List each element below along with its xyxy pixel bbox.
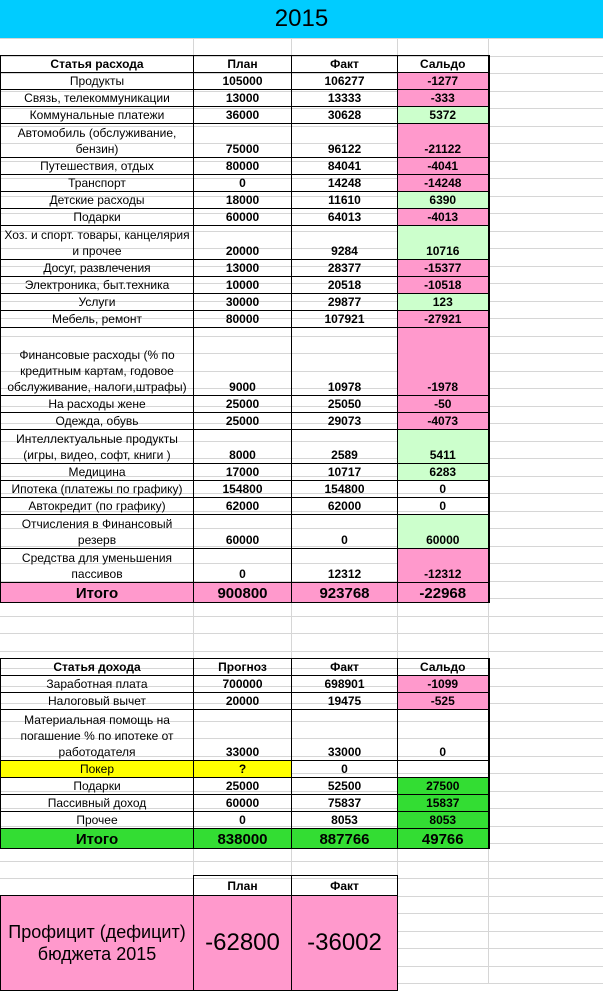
- expenses-item: Электроника, быт.техника: [1, 277, 194, 294]
- expenses-row: [1, 73, 489, 90]
- balance-header-plan: План: [194, 876, 292, 896]
- empty-cell: [1, 876, 194, 896]
- grid-line: [0, 633, 603, 634]
- expenses-row: [1, 481, 489, 498]
- income-plan: 33000: [194, 710, 292, 761]
- expenses-item: Одежда, обувь: [1, 413, 194, 430]
- expenses-plan: 18000: [194, 192, 292, 209]
- income-total-saldo: 49766: [398, 829, 489, 849]
- expenses-row: [1, 175, 489, 192]
- income-saldo: 15837: [398, 795, 489, 812]
- income-item: Покер: [1, 761, 194, 778]
- expenses-fact: 0: [292, 515, 398, 549]
- income-plan: 25000: [194, 778, 292, 795]
- expenses-saldo: 6390: [398, 192, 489, 209]
- income-row: [1, 812, 489, 829]
- income-fact: 75837: [292, 795, 398, 812]
- expenses-fact: 10717: [292, 464, 398, 481]
- income-header-fact: Факт: [292, 659, 398, 676]
- expenses-fact: 30628: [292, 107, 398, 124]
- expenses-row: [1, 311, 489, 328]
- expenses-item: Интеллектуальные продукты (игры, видео, софт, книги ): [1, 430, 194, 464]
- income-header-plan: Прогноз: [194, 659, 292, 676]
- expenses-plan: 9000: [194, 328, 292, 396]
- expenses-saldo: -50: [398, 396, 489, 413]
- income-header-item: Статья дохода: [1, 659, 194, 676]
- grid-line: [0, 616, 603, 617]
- expenses-item: Услуги: [1, 294, 194, 311]
- income-table: [0, 658, 490, 849]
- expenses-row: [1, 209, 489, 226]
- income-fact: 8053: [292, 812, 398, 829]
- expenses-plan: 154800: [194, 481, 292, 498]
- expenses-plan: 17000: [194, 464, 292, 481]
- expenses-table: [0, 55, 490, 603]
- income-fact: 19475: [292, 693, 398, 710]
- sheet-title: 2015: [0, 0, 603, 38]
- expenses-row: [1, 158, 489, 175]
- expenses-row: [1, 294, 489, 311]
- expenses-total-saldo: -22968: [398, 583, 489, 603]
- income-total-fact: 887766: [292, 829, 398, 849]
- expenses-fact: 29073: [292, 413, 398, 430]
- expenses-saldo: -15377: [398, 260, 489, 277]
- expenses-plan: 62000: [194, 498, 292, 515]
- expenses-plan: 8000: [194, 430, 292, 464]
- expenses-saldo: -21122: [398, 124, 489, 158]
- expenses-row: [1, 260, 489, 277]
- expenses-item: Автомобиль (обслуживание, бензин): [1, 124, 194, 158]
- income-total-row: [1, 829, 489, 849]
- expenses-saldo: -10518: [398, 277, 489, 294]
- expenses-fact: 14248: [292, 175, 398, 192]
- income-plan: 0: [194, 812, 292, 829]
- income-item: Прочее: [1, 812, 194, 829]
- expenses-fact: 107921: [292, 311, 398, 328]
- income-item: Пассивный доход: [1, 795, 194, 812]
- income-item: Заработная плата: [1, 676, 194, 693]
- expenses-row: [1, 515, 489, 549]
- expenses-fact: 9284: [292, 226, 398, 260]
- income-plan: 60000: [194, 795, 292, 812]
- expenses-fact: 84041: [292, 158, 398, 175]
- expenses-plan: 80000: [194, 311, 292, 328]
- budget-balance-table: [0, 875, 398, 991]
- income-saldo: 0: [398, 710, 489, 761]
- expenses-total-name: Итого: [1, 583, 194, 603]
- grid-line: [0, 38, 603, 39]
- income-row: [1, 710, 489, 761]
- expenses-saldo: -1277: [398, 73, 489, 90]
- expenses-plan: 0: [194, 175, 292, 192]
- expenses-item: Ипотека (платежы по графику): [1, 481, 194, 498]
- expenses-fact: 28377: [292, 260, 398, 277]
- expenses-plan: 60000: [194, 209, 292, 226]
- expenses-saldo: 5372: [398, 107, 489, 124]
- income-row: [1, 761, 489, 778]
- income-plan: 20000: [194, 693, 292, 710]
- expenses-row: [1, 549, 489, 583]
- expenses-row: [1, 90, 489, 107]
- expenses-plan: 105000: [194, 73, 292, 90]
- expenses-fact: 62000: [292, 498, 398, 515]
- income-plan: 700000: [194, 676, 292, 693]
- expenses-item: Финансовые расходы (% по кредитным картам, годовое обслуживание, налоги,штрафы): [1, 328, 194, 396]
- expenses-item: Путешествия, отдых: [1, 158, 194, 175]
- expenses-plan: 60000: [194, 515, 292, 549]
- income-row: [1, 676, 489, 693]
- expenses-fact: 13333: [292, 90, 398, 107]
- expenses-item: Досуг, развлечения: [1, 260, 194, 277]
- expenses-saldo: -4073: [398, 413, 489, 430]
- income-item: Подарки: [1, 778, 194, 795]
- expenses-item: Подарки: [1, 209, 194, 226]
- expense-header-plan: План: [194, 56, 292, 73]
- expenses-plan: 75000: [194, 124, 292, 158]
- expenses-item: Отчисления в Финансовый резерв: [1, 515, 194, 549]
- expenses-item: Мебель, ремонт: [1, 311, 194, 328]
- income-plan: ?: [194, 761, 292, 778]
- expenses-saldo: 0: [398, 481, 489, 498]
- expenses-plan: 13000: [194, 90, 292, 107]
- income-saldo: 8053: [398, 812, 489, 829]
- expenses-item: Медицина: [1, 464, 194, 481]
- grid-line: [0, 861, 603, 862]
- expenses-saldo: 6283: [398, 464, 489, 481]
- income-row: [1, 693, 489, 710]
- expenses-total-plan: 900800: [194, 583, 292, 603]
- expenses-plan: 0: [194, 549, 292, 583]
- expenses-plan: 25000: [194, 396, 292, 413]
- expenses-item: Хоз. и спорт. товары, канцелярия и прочее: [1, 226, 194, 260]
- income-saldo: 27500: [398, 778, 489, 795]
- expenses-item: Связь, телекоммуникации: [1, 90, 194, 107]
- expenses-saldo: -27921: [398, 311, 489, 328]
- expenses-saldo: 60000: [398, 515, 489, 549]
- expenses-row: [1, 396, 489, 413]
- expenses-row: [1, 277, 489, 294]
- expenses-fact: 64013: [292, 209, 398, 226]
- expenses-total-row: [1, 583, 489, 603]
- expenses-saldo: -1978: [398, 328, 489, 396]
- income-saldo: [398, 761, 489, 778]
- expenses-item: На расходы жене: [1, 396, 194, 413]
- income-item: Налоговый вычет: [1, 693, 194, 710]
- balance-fact: -36002: [292, 896, 398, 991]
- expenses-saldo: -14248: [398, 175, 489, 192]
- expenses-plan: 20000: [194, 226, 292, 260]
- expenses-item: Средства для уменьшения пассивов: [1, 549, 194, 583]
- income-row: [1, 795, 489, 812]
- expenses-row: [1, 328, 489, 396]
- expenses-plan: 13000: [194, 260, 292, 277]
- expenses-fact: 10978: [292, 328, 398, 396]
- expenses-saldo: 123: [398, 294, 489, 311]
- income-fact: 698901: [292, 676, 398, 693]
- expenses-row: [1, 107, 489, 124]
- balance-label: Профицит (дефицит) бюджета 2015: [1, 896, 194, 991]
- expenses-fact: 11610: [292, 192, 398, 209]
- expenses-saldo: -333: [398, 90, 489, 107]
- balance-header-fact: Факт: [292, 876, 398, 896]
- expenses-row: [1, 226, 489, 260]
- expenses-item: Коммунальные платежи: [1, 107, 194, 124]
- expenses-fact: 106277: [292, 73, 398, 90]
- income-header-saldo: Сальдо: [398, 659, 489, 676]
- expenses-item: Продукты: [1, 73, 194, 90]
- expenses-row: [1, 430, 489, 464]
- expenses-fact: 2589: [292, 430, 398, 464]
- expenses-fact: 20518: [292, 277, 398, 294]
- expense-header-fact: Факт: [292, 56, 398, 73]
- income-saldo: -525: [398, 693, 489, 710]
- income-fact: 33000: [292, 710, 398, 761]
- expenses-fact: 29877: [292, 294, 398, 311]
- expenses-item: Транспорт: [1, 175, 194, 192]
- income-saldo: -1099: [398, 676, 489, 693]
- expenses-saldo: 5411: [398, 430, 489, 464]
- expenses-item: Детские расходы: [1, 192, 194, 209]
- income-total-plan: 838000: [194, 829, 292, 849]
- income-row: [1, 778, 489, 795]
- expenses-saldo: -4013: [398, 209, 489, 226]
- expenses-fact: 12312: [292, 549, 398, 583]
- expenses-fact: 154800: [292, 481, 398, 498]
- expenses-plan: 36000: [194, 107, 292, 124]
- income-fact: 0: [292, 761, 398, 778]
- income-total-name: Итого: [1, 829, 194, 849]
- balance-plan: -62800: [194, 896, 292, 991]
- expenses-fact: 96122: [292, 124, 398, 158]
- expenses-total-fact: 923768: [292, 583, 398, 603]
- expenses-saldo: 0: [398, 498, 489, 515]
- expenses-row: [1, 498, 489, 515]
- income-fact: 52500: [292, 778, 398, 795]
- expenses-plan: 25000: [194, 413, 292, 430]
- grid-line: [0, 651, 603, 652]
- expenses-item: Автокредит (по графику): [1, 498, 194, 515]
- expense-header-item: Статья расхода: [1, 56, 194, 73]
- expenses-plan: 80000: [194, 158, 292, 175]
- income-item: Материальная помощь на погашение % по ипотеке от работодателя: [1, 710, 194, 761]
- expense-header-saldo: Сальдо: [398, 56, 489, 73]
- expenses-plan: 30000: [194, 294, 292, 311]
- expenses-row: [1, 464, 489, 481]
- expenses-fact: 25050: [292, 396, 398, 413]
- expenses-row: [1, 124, 489, 158]
- expenses-saldo: 10716: [398, 226, 489, 260]
- expenses-row: [1, 192, 489, 209]
- expenses-row: [1, 413, 489, 430]
- expenses-plan: 10000: [194, 277, 292, 294]
- expenses-saldo: -12312: [398, 549, 489, 583]
- expenses-saldo: -4041: [398, 158, 489, 175]
